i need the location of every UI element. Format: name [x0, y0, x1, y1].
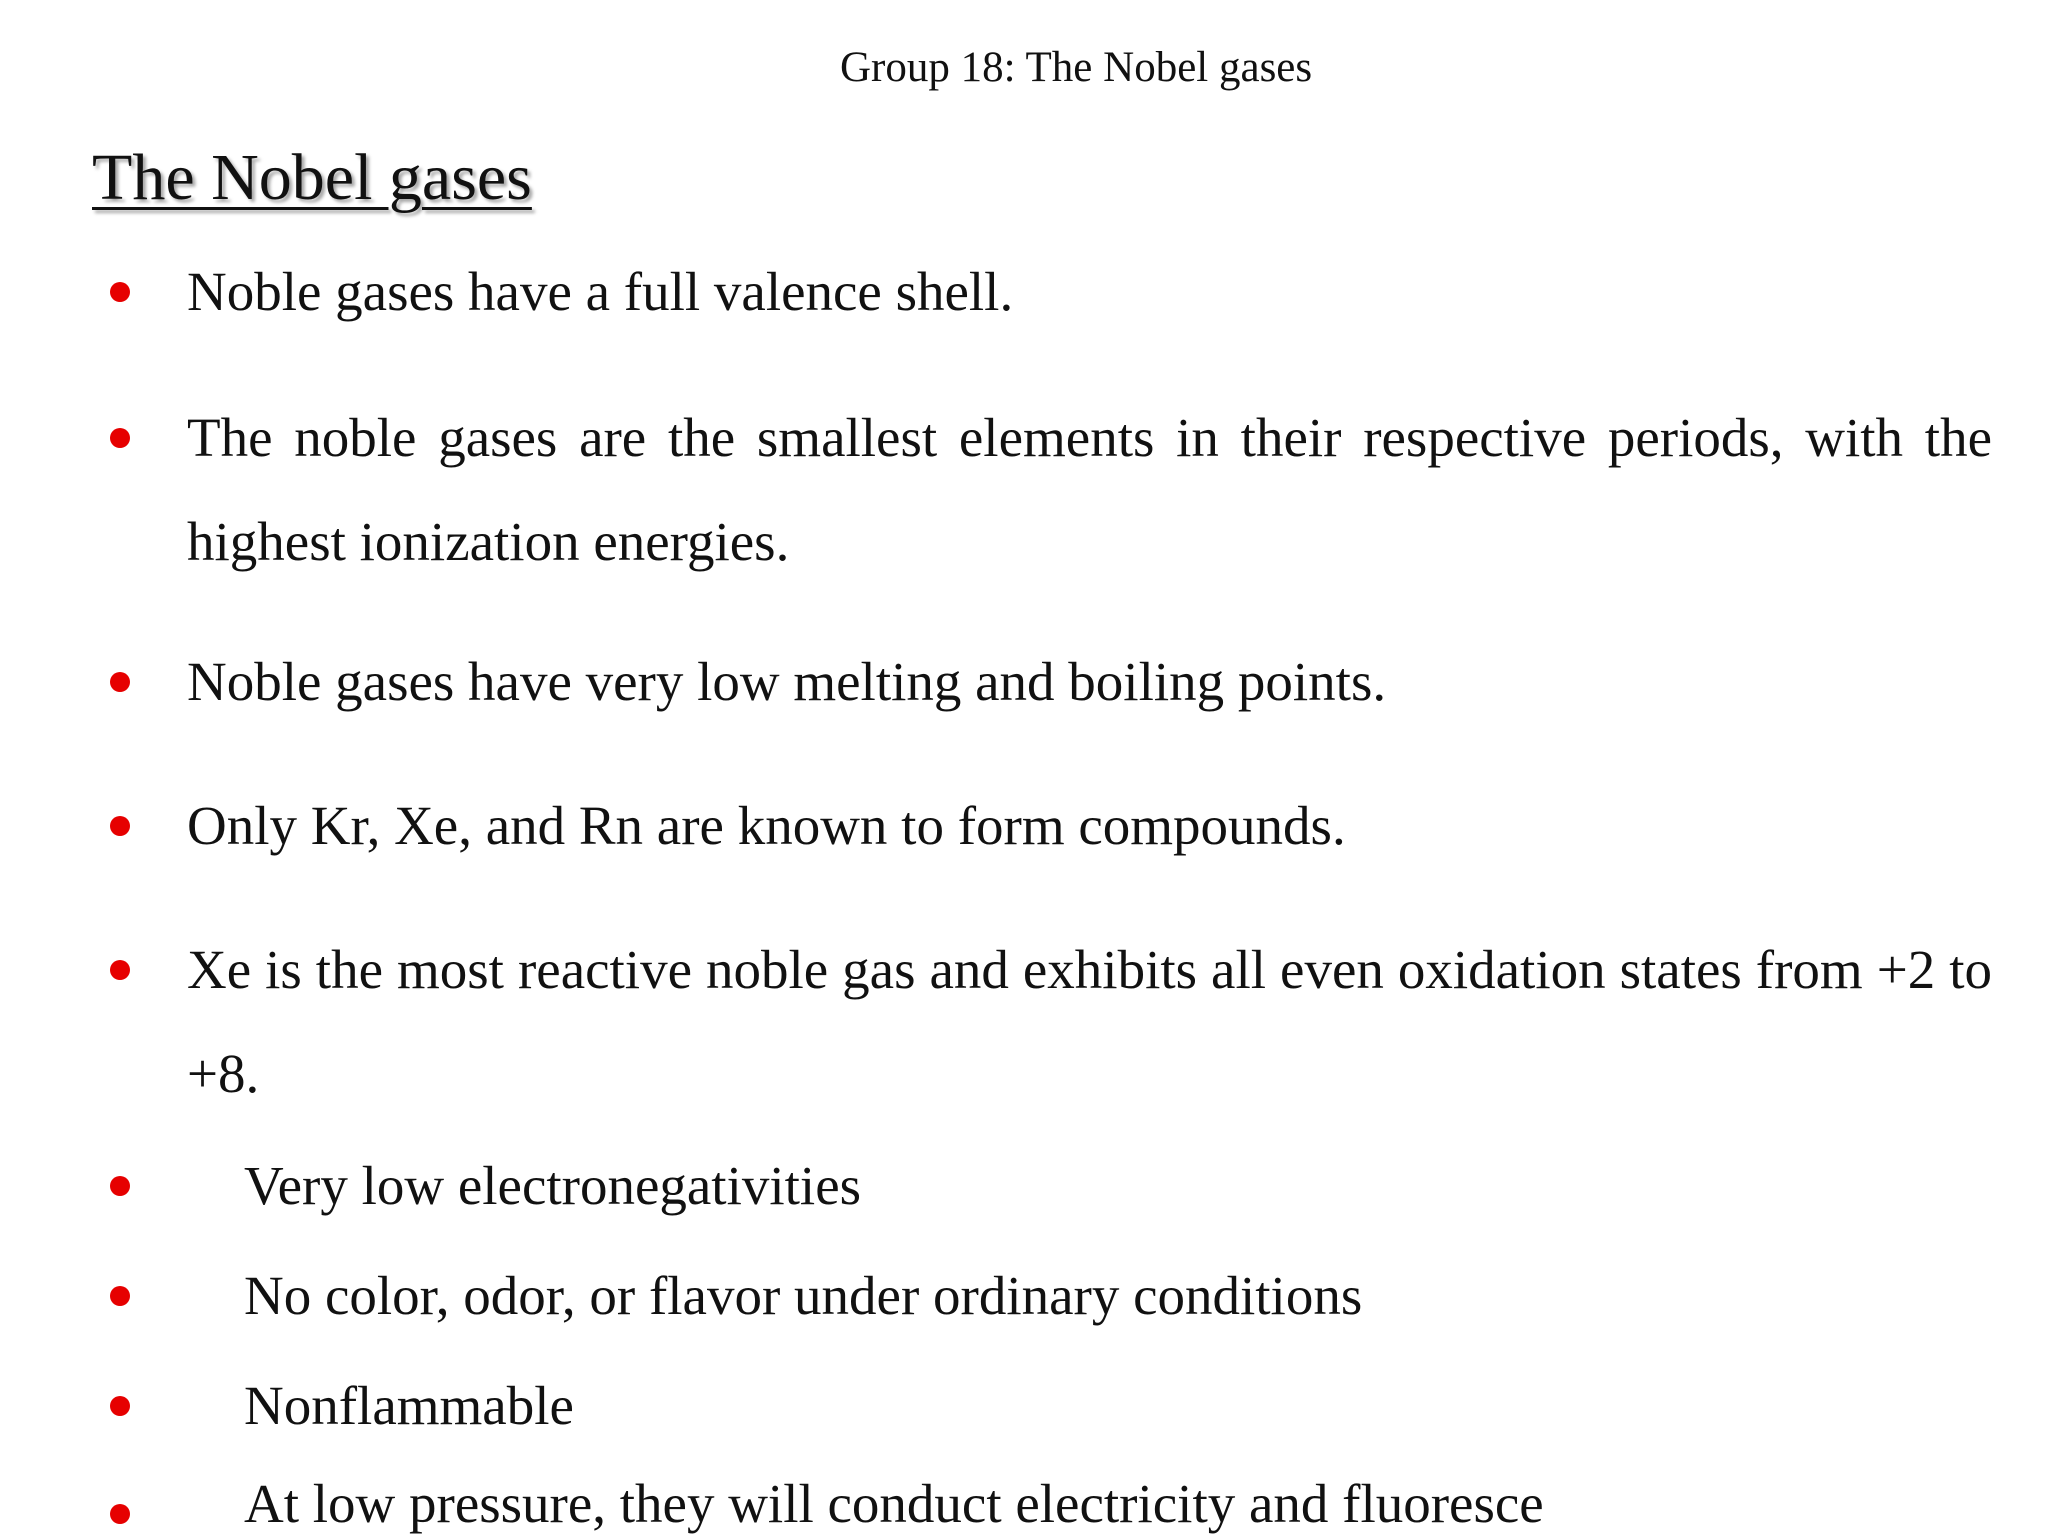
bullet-dot: [110, 1176, 130, 1196]
list-item: Only Kr, Xe, and Rn are known to form compounds.: [187, 795, 1346, 856]
bullet-dot: [110, 1396, 130, 1416]
list-item: Noble gases have very low melting and boiling points.: [187, 651, 1387, 712]
list-item: Very low electronegativities: [244, 1155, 862, 1216]
list-item: The noble gases are the smallest elements in their respective periods, with the highest ionization energies.: [187, 407, 1992, 572]
bullet-dot: [110, 816, 130, 836]
list-item: No color, odor, or flavor under ordinary conditions: [244, 1265, 1363, 1326]
bullet-dot: [110, 1286, 130, 1306]
bullet-dot: [110, 1504, 130, 1524]
bullet-dot: [110, 428, 130, 448]
list-item: Xe is the most reactive noble gas and exhibits all even oxidation states from +2 to +8.: [187, 939, 1992, 1104]
page-title: The Nobel gases: [92, 141, 532, 214]
list-item: Noble gases have a full valence shell.: [187, 261, 1014, 322]
bullet-dot: [110, 960, 130, 980]
list-item: Nonflammable: [244, 1375, 574, 1436]
bullet-dot: [110, 282, 130, 302]
bullet-dot: [110, 672, 130, 692]
page-header: Group 18: The Nobel gases: [840, 44, 1313, 91]
list-item: At low pressure, they will conduct electricity and fluoresce: [244, 1473, 1544, 1534]
